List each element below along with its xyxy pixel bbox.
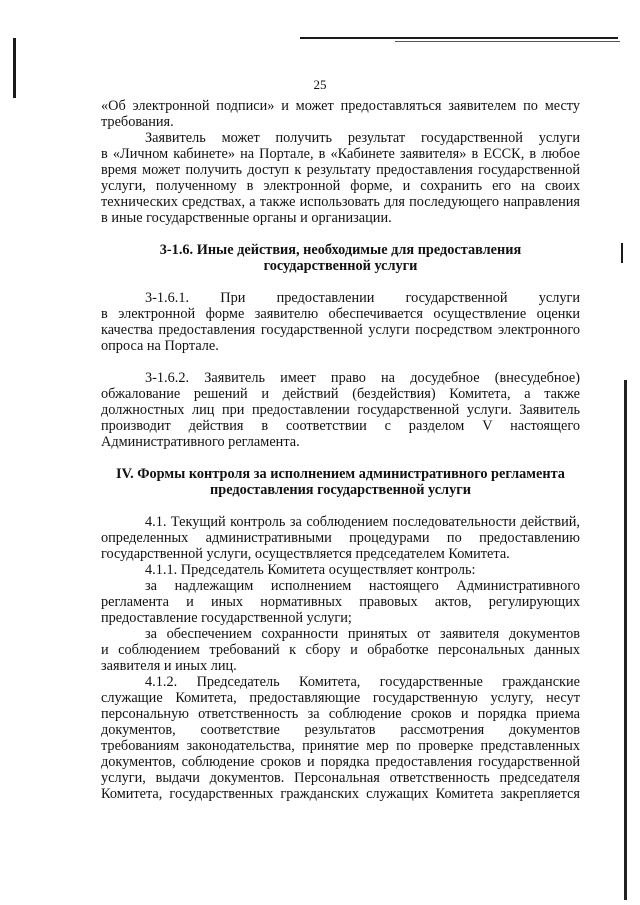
section-heading-iv: IV. Формы контроля за исполнением административного регламента предоставления государственной услуги: [116, 466, 565, 498]
scan-top-line-thin: [395, 41, 620, 42]
scan-top-line: [300, 37, 618, 39]
paragraph-intro: «Об электронной подписи» и может предоставляться заявителем по месту требования.: [101, 98, 580, 130]
section-heading-3-1-6: 3-1.6. Иные действия, необходимые для предоставления государственной услуги: [159, 242, 522, 274]
paragraph-4-1-1-a: за надлежащим исполнением настоящего Административного регламента и иных нормативных правовых актов, регулирующих предоставление государственной услуги;: [101, 578, 580, 626]
page-number: 25: [313, 77, 327, 92]
paragraph-4-1-1-b: за обеспечением сохранности принятых от заявителя документов и соблюдением требований к сбору и обработке персональных данных заявителя и иных лиц.: [101, 626, 580, 674]
paragraph-3-1-6-1: 3-1.6.1. При предоставлении государственной услуги в электронной форме заявителю обеспечивается осуществление оценки качества предоставления государственной услуги посредством электронного опроса на Портале.: [101, 290, 580, 354]
paragraph-3-1-6-2: 3-1.6.2. Заявитель имеет право на досудебное (внесудебное) обжалование решений и действий (бездействия) Комитета, а также должностных лиц при предоставлении государственной услуги. Заявитель производит действия в соответствии с разделом V настоящего Административного регламента.: [101, 370, 580, 450]
scan-right-edge: [624, 380, 627, 900]
scan-right-tick: [621, 243, 623, 263]
paragraph-result: Заявитель может получить результат государственной услуги в «Личном кабинете» на Портале, в «Кабинете заявителя» в ЕССК, в любое время может получить доступ к результату предоставления государственной услуги, полученному в электронной форме, и сохранить его на своих технических средствах, а также использовать для последующего направления в иные государственные органы и организации.: [101, 130, 580, 226]
document-body: [101, 98, 580, 802]
paragraph-4-1-2: 4.1.2. Председатель Комитета, государственные гражданские служащие Комитета, предоставляющие государственную услугу, несут персональную ответственность за соблюдение сроков и порядка приема документов, соответствие результатов рассмотрения документов требованиям законодательства, принятие мер по проверке представленных документов, соблюдение сроков и порядка предоставления государственной услуги, выдачи документов. Персональная ответственность председателя Комитета, государственных гражданских служащих Комитета закрепляется: [101, 674, 580, 802]
paragraph-4-1: 4.1. Текущий контроль за соблюдением последовательности действий, определенных административными процедурами по предоставлению государственной услуги, осуществляется председателем Комитета.: [101, 514, 580, 562]
paragraph-4-1-1: 4.1.1. Председатель Комитета осуществляет контроль:: [145, 562, 476, 578]
